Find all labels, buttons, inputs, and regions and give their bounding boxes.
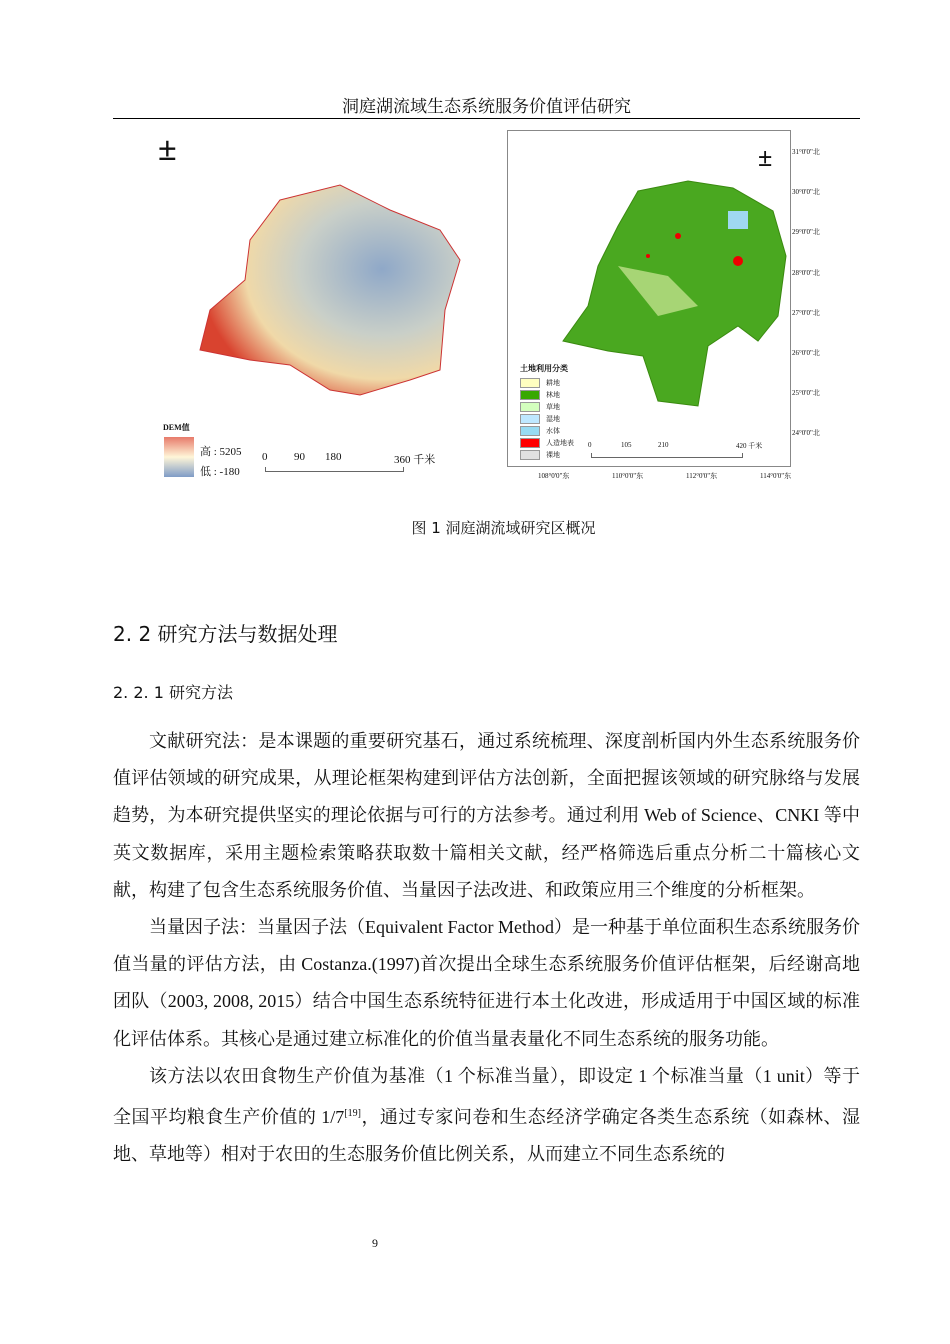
legend-item: 草地 — [520, 401, 574, 413]
legend-item: 湿地 — [520, 413, 574, 425]
figure-1 — [150, 125, 850, 495]
figure-caption: 图 1 洞庭湖流域研究区概况 — [411, 519, 596, 537]
legend-item: 林地 — [520, 389, 574, 401]
lat-label: 25°0'0"北 — [792, 389, 820, 397]
scale-label: 0 — [588, 441, 592, 449]
scale-bar — [265, 467, 404, 472]
lat-label: 29°0'0"北 — [792, 228, 820, 236]
landuse-legend — [520, 377, 574, 461]
scale-label: 360 千米 — [394, 454, 436, 466]
dem-color-ramp — [164, 437, 194, 477]
landuse-map-frame — [507, 130, 791, 467]
legend-item: 耕地 — [520, 377, 574, 389]
scale-label: 210 — [658, 441, 669, 449]
lat-label: 28°0'0"北 — [792, 269, 820, 277]
north-arrow-icon: ± — [758, 143, 773, 172]
scale-label: 180 — [325, 451, 342, 463]
lat-label: 30°0'0"北 — [792, 188, 820, 196]
dem-legend-title: DEM值 — [163, 423, 190, 432]
dem-map-image — [190, 180, 470, 420]
legend-item: 裸地 — [520, 449, 574, 461]
landuse-map-image — [558, 176, 788, 416]
running-header: 洞庭湖流域生态系统服务价值评估研究 — [113, 92, 860, 119]
paragraph: 当量因子法：当量因子法（Equivalent Factor Method）是一种基于单位面积生态系统服务价值当量的评估方法，由 Costanza.(1997)首次提出全球生态系统服务价值评估框架，后经谢高地团队（2003, 2008, 2015）结合中国生态系统特征进行本土化改进，形成适用于中国区域的标准化评估体系。其核心是通过建立标准化的价值当量表量化不同生态系统的服务功能。 — [113, 917, 860, 1049]
lat-label: 26°0'0"北 — [792, 349, 820, 357]
lon-label: 114°0'0"东 — [760, 472, 792, 480]
legend-item: 人造地表 — [520, 437, 574, 449]
scale-bar — [591, 453, 743, 458]
scale-label: 105 — [621, 441, 632, 449]
scale-label: 420 千米 — [736, 442, 763, 450]
body-text — [113, 723, 860, 1173]
lon-label: 112°0'0"东 — [686, 472, 718, 480]
subsection-heading: 2. 2. 1 研究方法 — [113, 683, 233, 702]
page-number: 9 — [372, 1236, 378, 1250]
scale-label: 90 — [294, 451, 305, 463]
scale-label: 0 — [262, 451, 268, 463]
dem-high: 高 : 5205 — [200, 446, 242, 458]
north-arrow-icon: ± — [158, 131, 177, 168]
landuse-legend-title: 土地利用分类 — [520, 364, 568, 373]
dem-low: 低 : -180 — [200, 466, 240, 478]
citation: [19] — [344, 1108, 361, 1120]
section-heading: 2. 2 研究方法与数据处理 — [113, 622, 338, 646]
paragraph: 文献研究法：是本课题的重要研究基石，通过系统梳理、深度剖析国内外生态系统服务价值评估领域的研究成果，从理论框架构建到评估方法创新，全面把握该领域的研究脉络与发展趋势，为本研究提供坚实的理论依据与可行的方法参考。通过利用 Web of Science、CNKI 等中英文数据库，采用主题检索策略获取数十篇相关文献，经严格筛选后重点分析二十篇核心文献，构建了包含生态系统服务价值、当量因子法改进、和政策应用三个维度的分析框架。 — [113, 731, 860, 900]
legend-item: 水体 — [520, 425, 574, 437]
lon-label: 108°0'0"东 — [538, 472, 570, 480]
lat-label: 27°0'0"北 — [792, 309, 820, 317]
lat-label: 31°0'0"北 — [792, 148, 820, 156]
paragraph: 该方法以农田食物生产价值为基准（1 个标准当量），即设定 1 个标准当量（1 unit）等于全国平均粮食生产价值的 1/7[19]，通过专家问卷和生态经济学确定各类生态系统（如森林、湿地、草地等）相对于农田的生态服务价值比例关系，从而建立不同生态系统的 — [113, 1065, 861, 1165]
lon-label: 110°0'0"东 — [612, 472, 644, 480]
lat-label: 24°0'0"北 — [792, 429, 820, 437]
